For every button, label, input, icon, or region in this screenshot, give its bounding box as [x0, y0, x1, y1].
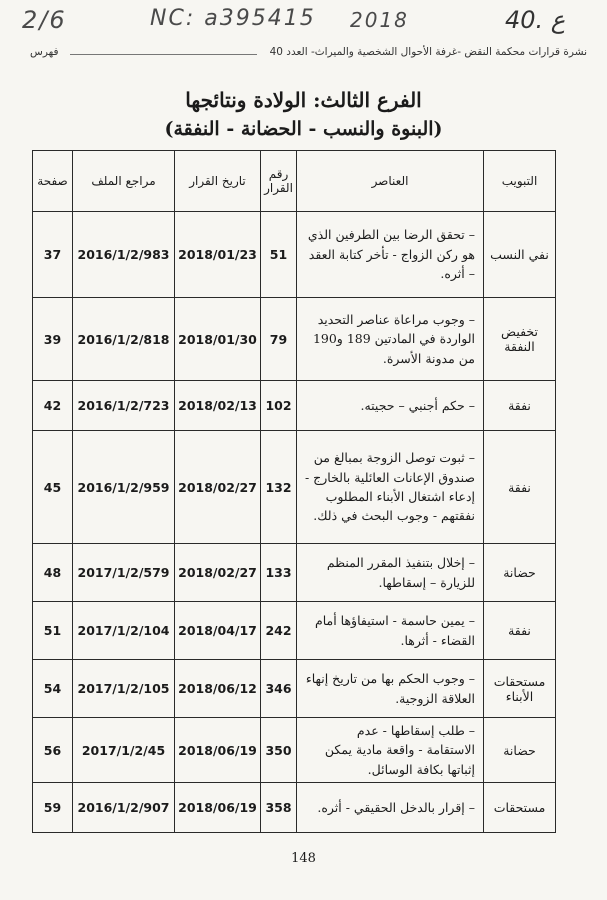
- table-row: [33, 718, 556, 783]
- table-row: [33, 544, 556, 602]
- row-category: نفقة: [484, 381, 556, 431]
- row-elements: – طلب إسقاطها - عدم الاستقامة - واقعة مادية يمكن إثباتها بكافة الوسائل.: [297, 718, 484, 783]
- row-page: 48: [33, 544, 73, 602]
- row-category: نفقة: [484, 431, 556, 544]
- running-header: [30, 46, 587, 64]
- section-title: الفرع الثالث: الولادة ونتائجها: [185, 88, 422, 112]
- page-number: 148: [291, 851, 316, 866]
- row-elements: – تحقق الرضا بين الطرفين الذي هو ركن الزواج - تأخر كتابة العقد – أثره.: [297, 212, 484, 298]
- row-decision-number: 133: [261, 544, 297, 602]
- header-elements: العناصر: [297, 151, 484, 212]
- row-file-reference: 2017/1/2/104: [73, 602, 175, 660]
- row-decision-date: 2018/02/27: [175, 544, 261, 602]
- handwritten-page-note: 2/6: [22, 6, 67, 34]
- table-row: [33, 660, 556, 718]
- row-category: نفي النسب: [484, 212, 556, 298]
- row-category: حضانة: [484, 544, 556, 602]
- row-decision-number: 358: [261, 783, 297, 833]
- row-decision-date: 2018/01/30: [175, 298, 261, 381]
- row-decision-date: 2018/01/23: [175, 212, 261, 298]
- running-header-rule: [70, 54, 257, 55]
- row-decision-date: 2018/06/19: [175, 783, 261, 833]
- table-row: [33, 431, 556, 544]
- row-file-reference: 2017/1/2/45: [73, 718, 175, 783]
- header-file-reference: مراجع الملف: [73, 151, 175, 212]
- row-decision-number: 51: [261, 212, 297, 298]
- row-file-reference: 2016/1/2/907: [73, 783, 175, 833]
- handwritten-catalog-number: NC: a395415: [150, 6, 316, 31]
- table-row: [33, 381, 556, 431]
- header-decision-number: رقم القرار: [261, 151, 297, 212]
- row-decision-number: 102: [261, 381, 297, 431]
- running-header-section: فهرس: [30, 46, 59, 58]
- table-row: [33, 298, 556, 381]
- row-category: مستحقات: [484, 783, 556, 833]
- row-elements: – حكم أجنبي – حجيته.: [297, 381, 484, 431]
- row-elements: – يمين حاسمة - استيفاؤها أمام القضاء - أثرها.: [297, 602, 484, 660]
- row-page: 37: [33, 212, 73, 298]
- row-decision-date: 2018/02/27: [175, 431, 261, 544]
- row-file-reference: 2016/1/2/723: [73, 381, 175, 431]
- row-elements: – ثبوت توصل الزوجة بمبالغ من صندوق الإعانات العائلية بالخارج - إدعاء اشتغال الأبناء المطلوب نفقتهم - وجوب البحث في ذلك.: [297, 431, 484, 544]
- row-decision-number: 79: [261, 298, 297, 381]
- handwritten-issue-number: 40. ع: [505, 6, 566, 34]
- row-page: 42: [33, 381, 73, 431]
- row-elements: – وجوب الحكم بها من تاريخ إنهاء العلاقة الزوجية.: [297, 660, 484, 718]
- index-table: [32, 150, 556, 833]
- row-category: تخفيض النفقة: [484, 298, 556, 381]
- section-subtitle: (البنوة والنسب - الحضانة - النفقة): [164, 118, 443, 140]
- row-decision-number: 346: [261, 660, 297, 718]
- row-category: نفقة: [484, 602, 556, 660]
- row-page: 56: [33, 718, 73, 783]
- header-page: صفحة: [33, 151, 73, 212]
- row-decision-date: 2018/04/17: [175, 602, 261, 660]
- row-page: 45: [33, 431, 73, 544]
- row-page: 59: [33, 783, 73, 833]
- table-header-row: [33, 151, 556, 212]
- row-category: حضانة: [484, 718, 556, 783]
- running-header-title: نشرة قرارات محكمة النقض -غرفة الأحوال الشخصية والميراث- العدد 40: [269, 46, 587, 58]
- table-row: [33, 212, 556, 298]
- row-page: 39: [33, 298, 73, 381]
- row-elements: – إقرار بالدخل الحقيقي - أثره.: [297, 783, 484, 833]
- row-decision-number: 132: [261, 431, 297, 544]
- row-decision-number: 350: [261, 718, 297, 783]
- handwritten-year: 2018: [350, 8, 409, 32]
- row-file-reference: 2016/1/2/983: [73, 212, 175, 298]
- table-row: [33, 783, 556, 833]
- row-page: 51: [33, 602, 73, 660]
- row-decision-date: 2018/06/19: [175, 718, 261, 783]
- row-page: 54: [33, 660, 73, 718]
- row-category: مستحقات الأبناء: [484, 660, 556, 718]
- row-file-reference: 2016/1/2/818: [73, 298, 175, 381]
- row-file-reference: 2016/1/2/959: [73, 431, 175, 544]
- header-decision-date: تاريخ القرار: [175, 151, 261, 212]
- table-row: [33, 602, 556, 660]
- row-elements: – وجوب مراعاة عناصر التحديد الواردة في المادتين 189 و190 من مدونة الأسرة.: [297, 298, 484, 381]
- row-decision-number: 242: [261, 602, 297, 660]
- row-decision-date: 2018/06/12: [175, 660, 261, 718]
- row-file-reference: 2017/1/2/105: [73, 660, 175, 718]
- row-decision-date: 2018/02/13: [175, 381, 261, 431]
- row-elements: – إخلال بتنفيذ المقرر المنظم للزيارة – إسقاطها.: [297, 544, 484, 602]
- header-category: التبويب: [484, 151, 556, 212]
- row-file-reference: 2017/1/2/579: [73, 544, 175, 602]
